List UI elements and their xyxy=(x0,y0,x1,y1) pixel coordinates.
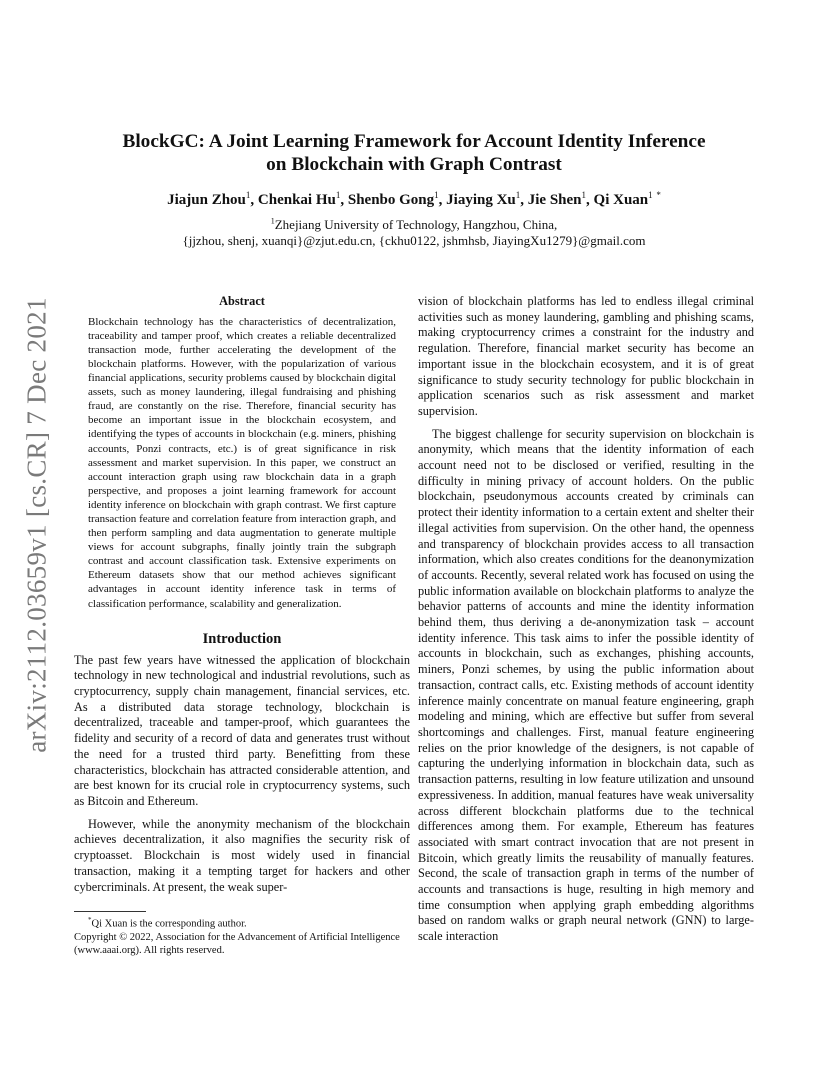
affiliation-mark: 1 xyxy=(648,190,653,200)
title-line-2: on Blockchain with Graph Contrast xyxy=(266,154,562,175)
footnote-text xyxy=(74,914,410,931)
affiliation-mark: 1 xyxy=(581,190,587,200)
affiliation-mark: 1 xyxy=(335,190,341,200)
abstract-heading: Abstract xyxy=(219,294,265,308)
author-name: Jiaying Xu xyxy=(446,192,516,208)
intro-paragraph-3: The biggest challenge for security supervision on blockchain is anonymity, which means that the identity information of each account need not to be disclosed or verified, resulting in the difficulty in mining privacy of account holders. On the public blockchain, pseudonymous accounts created by criminals can protect their identity information to a certain extent and shelter their illegal activities from supervision. On the other hand, the openness and transparency of blockchain provides access to all transaction information, which also creates conditions for the deanonymization of accounts. Recently, several related work has focused on using the public information available on blockchain platforms to analyze the behavior patterns of accounts and mine the identity information behind them, thus deriving a de-anonymization task – account identity inference. This task aims to infer the possible identity of accounts in blockchain, such as exchanges, phishing accounts, miners, Ponzi schemes, by using the public information about transaction, contract calls, etc. Existing methods of account identity inference mainly concentrate on manual feature engineering, graph modeling and mining, which are effective but suffer from several shortcomings and challenges. First, manual feature engineering relies on the prior knowledge of the designers, is not capable of capturing the underlying information in blockchain data, such as transaction patterns, resulting in low feature utilization and unsound expressiveness. In addition, manual features have weak universality across different blockchain platforms due to the technical differences among them. For example, Ethereum has features associated with smart contract invocation that are not present in Bitcoin, which greatly limits the reusability of manually features. Second, the scale of transaction graph in terms of the number of accounts and transactions is huge, resulting in high memory and time consumption when applying graph embedding algorithms based on random walks or graph neural network (GNN) to large-scale interaction xyxy=(418,426,754,944)
email-line: {jjzhou, shenj, xuanqi}@zjut.edu.cn, {ckhu0122, jshmhsb, JiayingXu1279}@gmail.com xyxy=(182,233,646,248)
affiliation-block xyxy=(80,217,748,249)
introduction-heading: Introduction xyxy=(202,630,282,647)
footnote-content: Qi Xuan is the corresponding author. xyxy=(91,918,247,930)
author-name: Chenkai Hu xyxy=(257,192,336,208)
affiliation-mark: 1 xyxy=(434,190,439,200)
author-name: Jie Shen xyxy=(527,192,582,208)
affiliation-mark: 1 xyxy=(245,190,251,200)
affiliation-mark: 1 xyxy=(515,190,521,200)
author-list: Jiajun Zhou$^1$, Chenkai Hu$^1$, Shenbo Gong$^1$, Jiaying Xu$^1$, Jie Shen$^1$, Qi Xuan$^1$ * xyxy=(167,190,661,208)
author-name: Qi Xuan xyxy=(593,192,649,208)
intro-paragraph-1: The past few years have witnessed the application of blockchain technology in new technological and industrial revolutions, such as cryptocurrency, supply chain management, financial services, etc. As a distributed data storage technology, blockchain is decentralized, traceable and tamper-proof, which guarantees the fidelity and security of a record of data and generates trust without the need for a trusted third party. Benefitting from these characteristics, blockchain has attracted considerable attention, and are best known for its crucial role in cryptocurrency systems, such as Bitcoin and Ethereum. xyxy=(74,652,410,808)
left-column xyxy=(74,294,410,902)
author-name: Jiajun Zhou xyxy=(167,192,246,208)
footnote-mark: * xyxy=(88,916,92,924)
intro-paragraph-2: However, while the anonymity mechanism of the blockchain achieves decentralization, it also magnifies the security risk of cryptoasset. Blockchain is most widely used in financial transaction, making it a tempting target for hackers and other cybercriminals. At present, the weak super- xyxy=(74,816,410,894)
corresponding-author-mark: * xyxy=(656,190,661,200)
institution-text: Zhejiang University of Technology, Hangzhou, China, xyxy=(274,217,558,232)
intro-paragraph-2-continued: vision of blockchain platforms has led to endless illegal criminal activities such as money laundering, gambling and phishing scams, making cryptocurrency crimes a constraint for the industry and regulation. Therefore, financial market security has become an important issue in the blockchain ecosystem, and it is of great significance to study security technology for public blockchain in application scenarios such as risk assessment and market supervision. xyxy=(418,294,754,418)
institution-line xyxy=(80,217,748,233)
arxiv-identifier-stamp xyxy=(14,290,60,760)
right-column xyxy=(418,294,754,952)
abstract-text: Blockchain technology has the characteristics of decentralization, traceability and tamper proof, which creates a reliable decentralized transaction mode, further accelerating the development of the blockchain platforms. However, with the popularization of various financial applications, security problems caused by blockchain digital assets, such as money laundering, illegal fundraising and phishing fraud, are constantly on the rise. Therefore, financial security has become an important issue in the blockchain ecosystem, and identifying the types of accounts in blockchain (e.g. miners, phishing accounts, Ponzi contracts, etc.) is of great significance in risk assessment and market supervision. In this paper, we construct an account interaction graph using raw blockchain data in a graph perspective, and proposes a joint learning framework for account identity inference on blockchain with graph contrast. We first capture transaction feature and correlation feature from interaction graph, and then perform sampling and data augmentation to generate multiple views for account subgraphs, finally jointly train the subgraph contrast and account classification task. Extensive experiments on Ethereum datasets show that our method achieves significant advantages in account identity inference task in terms of classification performance, scalability and generalization. xyxy=(88,315,396,610)
author-name: Shenbo Gong xyxy=(347,192,435,208)
paper-title xyxy=(80,130,748,176)
footnote-rule xyxy=(74,911,146,912)
title-line-1: BlockGC: A Joint Learning Framework for Account Identity Inference xyxy=(122,131,706,152)
footnote-block xyxy=(74,911,410,957)
affiliation-mark: 1 xyxy=(270,216,275,226)
copyright-notice: Copyright © 2022, Association for the Advancement of Artificial Intelligence (www.aaai.org). All rights reserved. xyxy=(74,931,400,956)
arxiv-identifier-text: arXiv:2112.03659v1 [cs.CR] 7 Dec 2021 xyxy=(21,297,52,753)
